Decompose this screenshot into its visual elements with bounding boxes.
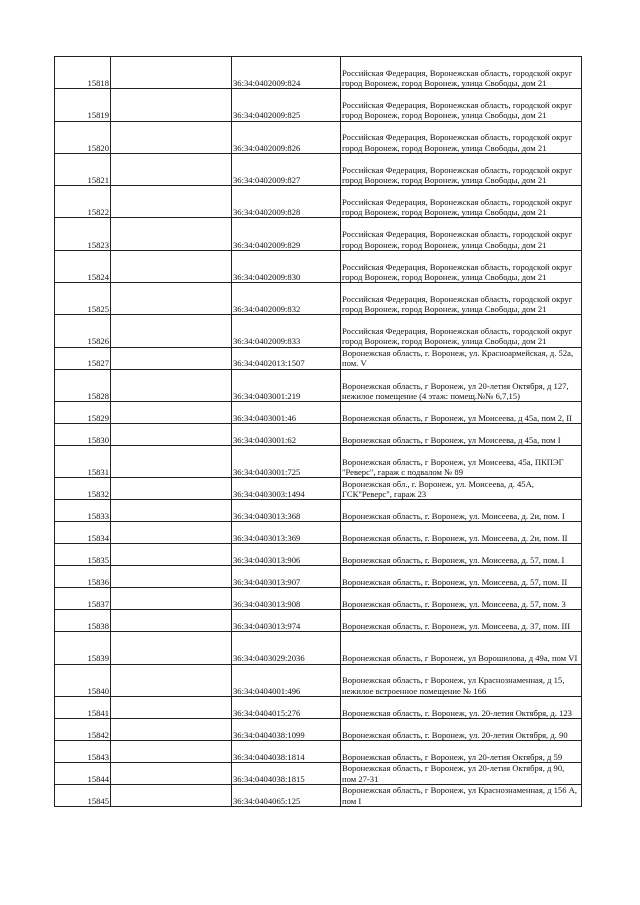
cadastral-number: 36:34:0404001:496 [232, 664, 341, 696]
cadastral-number: 36:34:0402009:825 [232, 89, 341, 121]
table-row [55, 369, 582, 401]
empty-cell [111, 89, 232, 121]
empty-cell [111, 664, 232, 696]
address-cell [341, 401, 582, 423]
address-cell [341, 186, 582, 218]
address-text: Воронежская область, г. Воронеж, ул. Моисеева, д. 2и, пом. I [342, 511, 565, 522]
empty-cell [111, 566, 232, 588]
table-row [55, 696, 582, 718]
address-text: Воронежская область, г Воронеж, ул Моисеева, д 45а, пом I [342, 434, 561, 445]
address-text: Российская Федерация, Воронежская область, городской округ город Воронеж, город Воронеж, улица Свободы, дом 21 [342, 261, 573, 282]
table-row [55, 718, 582, 740]
cadastral-number: 36:34:0403013:369 [232, 522, 341, 544]
cadastral-number: 36:34:0403001:46 [232, 401, 341, 423]
registry-table [54, 56, 582, 807]
cadastral-number: 36:34:0402009:833 [232, 315, 341, 347]
empty-cell [111, 696, 232, 718]
address-cell [341, 423, 582, 445]
table-row [55, 218, 582, 250]
table-row [55, 740, 582, 762]
empty-cell [111, 784, 232, 806]
empty-cell [111, 186, 232, 218]
address-cell [341, 315, 582, 347]
address-cell [341, 522, 582, 544]
address-cell [341, 664, 582, 696]
cadastral-number: 36:34:0403001:725 [232, 445, 341, 477]
address-cell [341, 369, 582, 401]
row-number: 15830 [55, 423, 111, 445]
table-row [55, 566, 582, 588]
table-row [55, 153, 582, 185]
address-text: Воронежская область, г. Воронеж, ул. Моисеева, д. 57, пом. II [342, 577, 568, 588]
cadastral-number: 36:34:0403003:1494 [232, 478, 341, 500]
address-text: Российская Федерация, Воронежская область, городской округ город Воронеж, город Воронеж, улица Свободы, дом 21 [342, 164, 573, 185]
address-cell [341, 57, 582, 89]
address-text: Воронежская область, г Воронеж, ул 20-летия Октября, д 90, пом 27-31 [342, 763, 565, 784]
empty-cell [111, 610, 232, 632]
address-text: Российская Федерация, Воронежская область, городской округ город Воронеж, город Воронеж, улица Свободы, дом 21 [342, 326, 573, 347]
row-number: 15827 [55, 347, 111, 369]
address-cell [341, 478, 582, 500]
address-text: Воронежская область, г. Воронеж, ул. Красноармейская, д. 52а, пом. V [342, 348, 574, 369]
empty-cell [111, 522, 232, 544]
table-row [55, 250, 582, 282]
row-number: 15829 [55, 401, 111, 423]
address-text: Воронежская область, г Воронеж, ул 20-летия Октября, д 59 [342, 751, 563, 762]
cadastral-number: 36:34:0404038:1815 [232, 762, 341, 784]
cadastral-number: 36:34:0402009:829 [232, 218, 341, 250]
address-cell [341, 740, 582, 762]
empty-cell [111, 153, 232, 185]
address-cell [341, 121, 582, 153]
table-row [55, 632, 582, 664]
row-number: 15839 [55, 632, 111, 664]
row-number: 15820 [55, 121, 111, 153]
address-text: Воронежская область, г Воронеж, ул Моисеева, 45а, ПКПЭГ "Реверс", гараж с подвалом № 89 [342, 456, 564, 478]
table-row [55, 478, 582, 500]
empty-cell [111, 718, 232, 740]
row-number: 15844 [55, 762, 111, 784]
address-cell [341, 784, 582, 806]
empty-cell [111, 283, 232, 315]
address-text: Российская Федерация, Воронежская область, городской округ город Воронеж, город Воронеж, улица Свободы, дом 21 [342, 197, 573, 218]
address-cell [341, 500, 582, 522]
row-number: 15836 [55, 566, 111, 588]
table-row [55, 89, 582, 121]
empty-cell [111, 315, 232, 347]
table-row [55, 347, 582, 369]
cadastral-number: 36:34:0403001:219 [232, 369, 341, 401]
table-row [55, 500, 582, 522]
row-number: 15833 [55, 500, 111, 522]
table-row [55, 315, 582, 347]
cadastral-number: 36:34:0402009:824 [232, 57, 341, 89]
empty-cell [111, 369, 232, 401]
cadastral-number: 36:34:0404015:276 [232, 696, 341, 718]
address-text: Воронежская область, г. Воронеж, ул. Моисеева, д. 57, пом. I [342, 555, 565, 566]
empty-cell [111, 121, 232, 153]
cadastral-number: 36:34:0403013:907 [232, 566, 341, 588]
table-row [55, 664, 582, 696]
address-cell [341, 250, 582, 282]
row-number: 15826 [55, 315, 111, 347]
cadastral-number: 36:34:0402009:827 [232, 153, 341, 185]
address-text: Российская Федерация, Воронежская область, городской округ город Воронеж, город Воронеж, улица Свободы, дом 21 [342, 67, 573, 89]
row-number: 15840 [55, 664, 111, 696]
address-cell [341, 696, 582, 718]
address-text: Воронежская область, г Воронеж, ул Ворошилова, д 49а, пом VI [342, 653, 578, 664]
row-number: 15818 [55, 57, 111, 89]
table-row [55, 445, 582, 477]
row-number: 15824 [55, 250, 111, 282]
empty-cell [111, 401, 232, 423]
table-row [55, 610, 582, 632]
row-number: 15835 [55, 544, 111, 566]
address-text: Российская Федерация, Воронежская область, городской округ город Воронеж, город Воронеж, улица Свободы, дом 21 [342, 100, 573, 121]
address-text: Российская Федерация, Воронежская область, городской округ город Воронеж, город Воронеж, улица Свободы, дом 21 [342, 132, 573, 153]
cadastral-number: 36:34:0403029:2036 [232, 632, 341, 664]
row-number: 15845 [55, 784, 111, 806]
empty-cell [111, 250, 232, 282]
address-text: Воронежская обл., г. Воронеж, ул. Моисеева, д. 45А, ГСК"Реверс", гараж 23 [342, 478, 534, 500]
row-number: 15819 [55, 89, 111, 121]
cadastral-number: 36:34:0404038:1814 [232, 740, 341, 762]
address-cell [341, 632, 582, 664]
cadastral-number: 36:34:0403013:368 [232, 500, 341, 522]
empty-cell [111, 762, 232, 784]
row-number: 15842 [55, 718, 111, 740]
table-row [55, 121, 582, 153]
address-cell [341, 718, 582, 740]
table-row [55, 423, 582, 445]
address-cell [341, 445, 582, 477]
cadastral-number: 36:34:0404038:1099 [232, 718, 341, 740]
row-number: 15841 [55, 696, 111, 718]
row-number: 15828 [55, 369, 111, 401]
address-text: Воронежская область, г. Воронеж, ул. Моисеева, д. 37, пом. III [342, 621, 571, 632]
empty-cell [111, 218, 232, 250]
row-number: 15822 [55, 186, 111, 218]
address-text: Российская Федерация, Воронежская область, городской округ город Воронеж, город Воронеж, улица Свободы, дом 21 [342, 293, 573, 315]
cadastral-number: 36:34:0402009:826 [232, 121, 341, 153]
cadastral-number: 36:34:0402009:828 [232, 186, 341, 218]
address-text: Воронежская область, г Воронеж, ул Моисеева, д 45а, пом 2, II [342, 412, 573, 423]
registry-table-body [55, 57, 582, 807]
empty-cell [111, 740, 232, 762]
address-text: Воронежская область, г. Воронеж, ул. Моисеева, д. 57, пом. 3 [342, 599, 566, 610]
address-cell [341, 283, 582, 315]
cadastral-number: 36:34:0402013:1507 [232, 347, 341, 369]
empty-cell [111, 500, 232, 522]
address-text: Воронежская область, г. Воронеж, ул. 20-летия Октября, д. 123 [342, 707, 572, 718]
address-cell [341, 89, 582, 121]
row-number: 15821 [55, 153, 111, 185]
row-number: 15834 [55, 522, 111, 544]
address-text: Российская Федерация, Воронежская область, городской округ город Воронеж, город Воронеж, улица Свободы, дом 21 [342, 229, 573, 250]
address-cell [341, 566, 582, 588]
cadastral-number: 36:34:0402009:830 [232, 250, 341, 282]
empty-cell [111, 588, 232, 610]
table-row [55, 784, 582, 806]
address-cell [341, 588, 582, 610]
table-row [55, 401, 582, 423]
table-row [55, 57, 582, 89]
table-row [55, 283, 582, 315]
empty-cell [111, 57, 232, 89]
table-row [55, 186, 582, 218]
table-row [55, 588, 582, 610]
row-number: 15832 [55, 478, 111, 500]
cadastral-number: 36:34:0404065:125 [232, 784, 341, 806]
row-number: 15843 [55, 740, 111, 762]
address-cell [341, 218, 582, 250]
cadastral-number: 36:34:0403013:906 [232, 544, 341, 566]
empty-cell [111, 423, 232, 445]
empty-cell [111, 478, 232, 500]
row-number: 15825 [55, 283, 111, 315]
cadastral-number: 36:34:0403001:62 [232, 423, 341, 445]
table-row [55, 544, 582, 566]
address-text: Воронежская область, г Воронеж, ул Краснознаменная, д 156 А, пом I [342, 785, 578, 806]
address-text: Воронежская область, г Воронеж, ул Краснознаменная, д 15, нежилое встроенное помещение № 166 [342, 675, 565, 696]
address-cell [341, 544, 582, 566]
address-text: Воронежская область, г Воронеж, ул 20-летия Октября, д 127, нежилое помещение (4 этаж: помещ.№№ 6,7,15) [342, 380, 569, 401]
row-number: 15823 [55, 218, 111, 250]
empty-cell [111, 347, 232, 369]
address-cell [341, 762, 582, 784]
cadastral-number: 36:34:0402009:832 [232, 283, 341, 315]
table-row [55, 522, 582, 544]
empty-cell [111, 632, 232, 664]
cadastral-number: 36:34:0403013:974 [232, 610, 341, 632]
address-cell [341, 610, 582, 632]
cadastral-number: 36:34:0403013:908 [232, 588, 341, 610]
table-row [55, 762, 582, 784]
row-number: 15838 [55, 610, 111, 632]
empty-cell [111, 445, 232, 477]
row-number: 15831 [55, 445, 111, 477]
address-cell [341, 153, 582, 185]
row-number: 15837 [55, 588, 111, 610]
address-text: Воронежская область, г. Воронеж, ул. Моисеева, д. 2и, пом. II [342, 533, 568, 544]
address-cell [341, 347, 582, 369]
empty-cell [111, 544, 232, 566]
address-text: Воронежская область, г. Воронеж, ул. 20-летия Октября, д. 90 [342, 729, 568, 740]
